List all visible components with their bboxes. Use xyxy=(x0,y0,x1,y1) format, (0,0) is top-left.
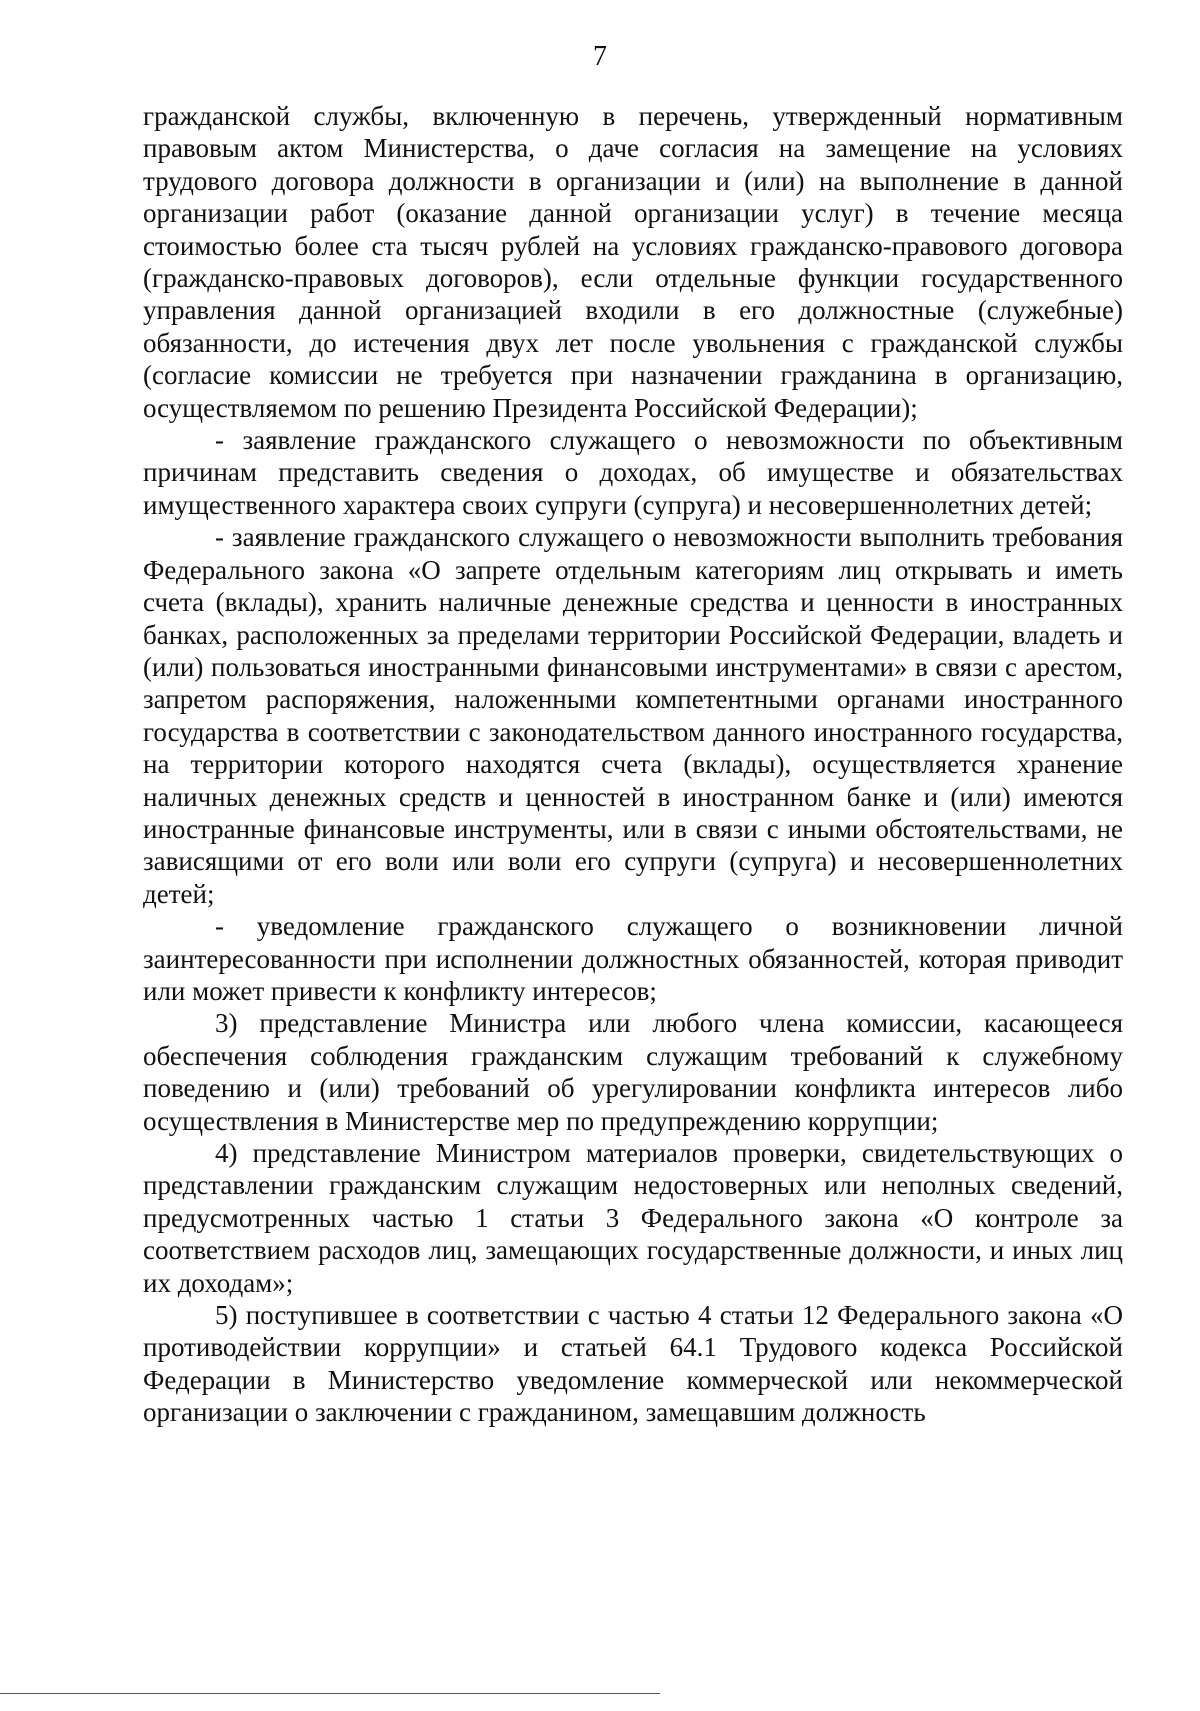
page-number: 7 xyxy=(593,41,607,72)
paragraph-item-3: 3) представление Министра или любого члена комиссии, касающееся обеспечения соблюдения гражданским служащим требований к служебному поведению и (или) требований об урегулировании конфликта интересов либо осуществления в Министерстве мер по предупреждению коррупции; xyxy=(143,1008,1123,1136)
paragraph-statement-foreign-accounts: - заявление гражданского служащего о невозможности выполнить требования Федерального закона «О запрете отдельным категориям лиц открывать и иметь счета (вклады), хранить наличные денежные средства и ценности в иностранных банках, расположенных за пределами территории Российской Федерации, владеть и (или) пользоваться иностранными финансовыми инструментами» в связи с арестом, запретом распоряжения, наложенными компетентными органами иностранного государства в соответствии с законодательством данного иностранного государства, на территории которого находятся счета (вклады), осуществляется хранение наличных денежных средств и ценностей в иностранном банке и (или) имеются иностранные финансовые инструменты, или в связи с иными обстоятельствами, не зависящими от его воли или воли его супруги (супруга) и несовершеннолетних детей; xyxy=(143,522,1123,909)
paragraph-continuation: гражданской службы, включенную в перечень, утвержденный нормативным правовым актом Министерства, о даче согласия на замещение на условиях трудового договора должности в организации и (или) на выполнение в данной организации работ (оказание данной организации услуг) в течение месяца стоимостью более ста тысяч рублей на условиях гражданско-правового договора (гражданско-правовых договоров), если отдельные функции государственного управления данной организацией входили в его должностные (служебные) обязанности, до истечения двух лет после увольнения с гражданской службы (согласие комиссии не требуется при назначении гражданина в организацию, осуществляемом по решению Президента Российской Федерации); xyxy=(143,101,1123,423)
footer-divider xyxy=(0,1693,660,1694)
paragraph-statement-income: - заявление гражданского служащего о невозможности по объективным причинам представить сведения о доходах, об имуществе и обязательствах имущественного характера своих супруги (супруга) и несовершеннолетних детей; xyxy=(143,425,1123,520)
paragraph-item-4: 4) представление Министром материалов проверки, свидетельствующих о представлении гражданским служащим недостоверных или неполных сведений, предусмотренных частью 1 статьи 3 Федерального закона «О контроле за соответствием расходов лиц, замещающих государственные должности, и иных лиц их доходам»; xyxy=(143,1138,1123,1298)
document-body xyxy=(143,100,1123,1429)
paragraph-notice-conflict: - уведомление гражданского служащего о возникновении личной заинтересованности при исполнении должностных обязанностей, которая приводит или может привести к конфликту интересов; xyxy=(143,911,1123,1006)
paragraph-item-5: 5) поступившее в соответствии с частью 4 статьи 12 Федерального закона «О противодействии коррупции» и статьей 64.1 Трудового кодекса Российской Федерации в Министерство уведомление коммерческой или некоммерческой организации о заключении с гражданином, замещавшим должность xyxy=(143,1300,1123,1428)
